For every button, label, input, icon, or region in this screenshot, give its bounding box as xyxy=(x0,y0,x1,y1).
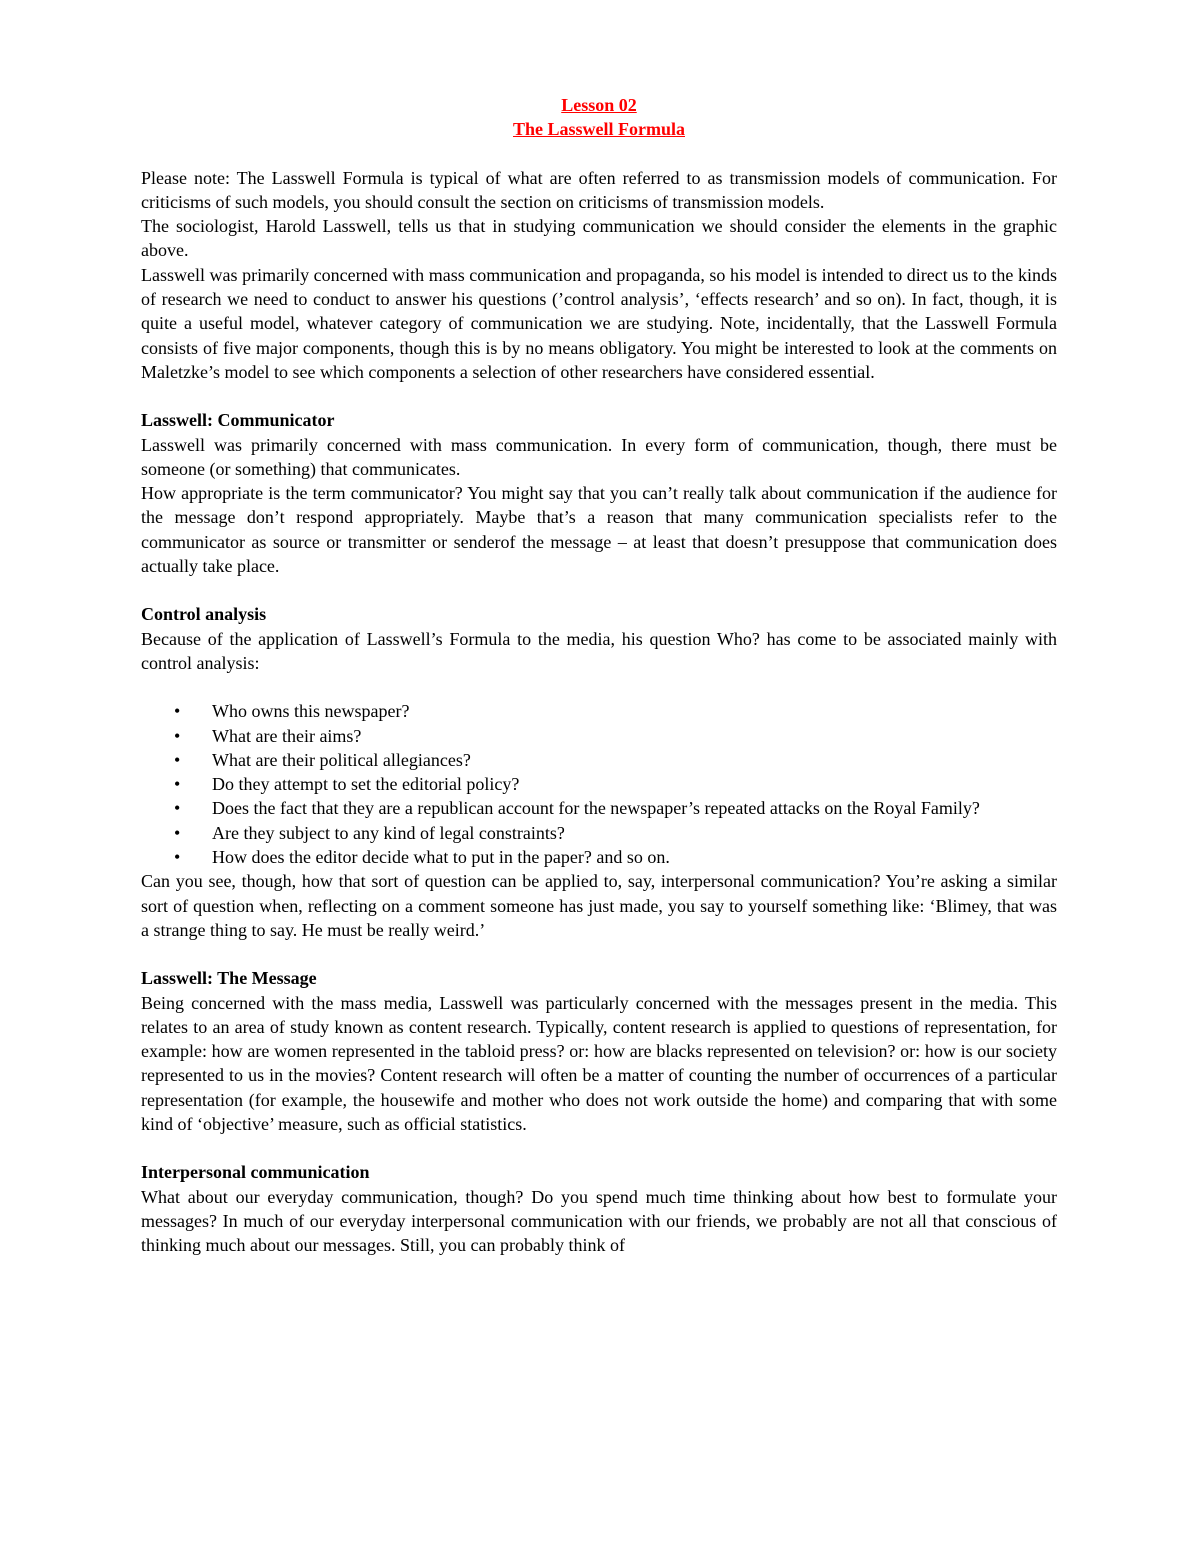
section-heading-control-analysis: Control analysis xyxy=(141,604,267,625)
lesson-title: The Lasswell Formula xyxy=(512,119,685,140)
document-page xyxy=(141,93,1057,1257)
bullet-icon: • xyxy=(174,822,181,843)
intro-paragraph-2: The sociologist, Harold Lasswell, tells us that in studying communication we should consider the elements in the graphic above. xyxy=(141,216,1057,261)
interpersonal-paragraph-1: What about our everyday communication, though? Do you spend much time thinking about how best to formulate your messages? In much of our everyday interpersonal communication with our friends, we probably are not all that conscious of thinking much about our messages. Still, you can probably think of xyxy=(141,1186,1057,1256)
document-title xyxy=(141,93,1057,142)
message-paragraph-1: Being concerned with the mass media, Lasswell was particularly concerned with the messages present in the media. This relates to an area of study known as content research. Typically, content research is applied to questions of representation, for example: how are women represented in the tabloid press? or: how are blacks represented on television? or: how is our society represented to us in the movies? Content research will often be a matter of counting the number of occurrences of a particular representation (for example, the housewife and mother who does not work outside the home) and comparing that with some kind of ‘objective’ measure, such as official statistics. xyxy=(141,992,1057,1134)
lesson-number: Lesson 02 xyxy=(561,95,637,115)
intro-paragraph-1: Please note: The Lasswell Formula is typical of what are often referred to as transmission models of communication. For criticisms of such models, you should consult the section on criticisms of transmission models. xyxy=(141,167,1057,212)
list-item: • Do they attempt to set the editorial policy? xyxy=(141,772,1057,796)
bullet-icon: • xyxy=(174,749,181,770)
section-heading-message: Lasswell: The Message xyxy=(141,968,317,989)
list-item: • What are their aims? xyxy=(141,724,1057,748)
bullet-icon: • xyxy=(174,798,181,819)
section-heading-interpersonal: Interpersonal communication xyxy=(141,1162,370,1183)
list-item: • What are their political allegiances? xyxy=(141,748,1057,772)
intro-paragraph-3: Lasswell was primarily concerned with mass communication and propaganda, so his model is intended to direct us to the kinds of research we need to conduct to answer his questions (’control analysis’, ‘effects research’ and so on). In fact, though, it is quite a useful model, whatever category of communication we are studying. Note, incidentally, that the Lasswell Formula consists of five major components, though this is by no means obligatory. You might be interested to look at the comments on Maletzke’s model to see which components a selection of other researchers have considered essential. xyxy=(141,264,1057,382)
control-paragraph-2: Can you see, though, how that sort of question can be applied to, say, interpersonal communication? You’re asking a similar sort of question when, reflecting on a comment someone has just made, you say to yourself something like: ‘Blimey, that was a strange thing to say. He must be really weird.’ xyxy=(141,871,1057,940)
list-item: • Are they subject to any kind of legal constraints? xyxy=(141,821,1057,845)
bullet-icon: • xyxy=(174,725,181,746)
section-heading-communicator: Lasswell: Communicator xyxy=(141,410,335,431)
bullet-icon: • xyxy=(174,701,181,722)
bullet-icon: • xyxy=(174,774,181,795)
control-paragraph-1: Because of the application of Lasswell’s Formula to the media, his question Who? has come to be associated mainly with control analysis: xyxy=(141,628,1057,673)
list-item: • How does the editor decide what to put in the paper? and so on. xyxy=(141,845,1057,869)
list-item: • Does the fact that they are a republican account for the newspaper’s repeated attacks on the Royal Family? xyxy=(141,796,1057,820)
control-questions-list xyxy=(141,699,1057,869)
communicator-paragraph-1: Lasswell was primarily concerned with mass communication. In every form of communication, though, there must be someone (or something) that communicates. xyxy=(141,434,1057,479)
communicator-paragraph-2: How appropriate is the term communicator? You might say that you can’t really talk about communication if the audience for the message don’t respond appropriately. Maybe that’s a reason that many communication specialists refer to the communicator as source or transmitter or senderof the message – at least that doesn’t presuppose that communication does actually take place. xyxy=(141,483,1057,577)
list-item: • Who owns this newspaper? xyxy=(141,699,1057,723)
bullet-icon: • xyxy=(174,847,181,868)
